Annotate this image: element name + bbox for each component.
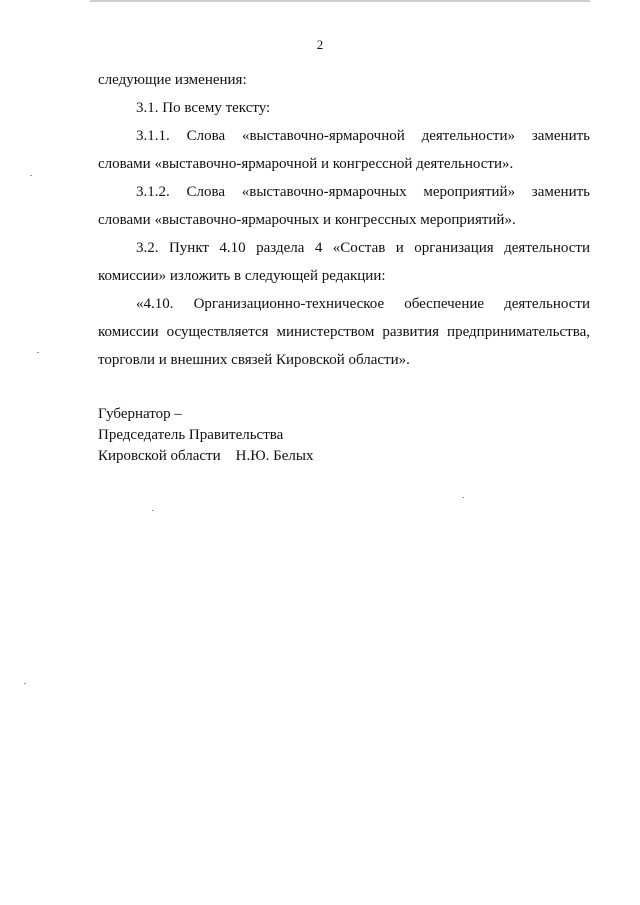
body-line: комиссии осуществляется министерством развития предпринимательства, bbox=[98, 324, 590, 340]
body-line: торговли и внешних связей Кировской области». bbox=[98, 352, 410, 368]
scan-speck bbox=[152, 510, 154, 511]
scan-speck bbox=[37, 352, 39, 353]
document-body bbox=[98, 66, 590, 374]
body-line: следующие изменения: bbox=[98, 72, 247, 88]
body-line: 3.2. Пункт 4.10 раздела 4 «Состав и организация деятельности bbox=[136, 240, 590, 256]
page-number: 2 bbox=[316, 37, 324, 52]
body-line: 3.1. По всему тексту: bbox=[136, 100, 271, 116]
signature-position: Председатель Правительства bbox=[98, 427, 284, 443]
scan-speck bbox=[462, 497, 464, 498]
signature-title: Губернатор – bbox=[98, 406, 182, 422]
body-line: 3.1.2. Слова «выставочно-ярмарочных мероприятий» заменить bbox=[136, 184, 590, 200]
body-line: словами «выставочно-ярмарочных и конгрессных мероприятий». bbox=[98, 212, 516, 228]
body-line: «4.10. Организационно-техническое обеспечение деятельности bbox=[136, 296, 590, 312]
scan-speck bbox=[24, 683, 26, 684]
body-line: 3.1.1. Слова «выставочно-ярмарочной деятельности» заменить bbox=[136, 128, 590, 144]
body-line: комиссии» изложить в следующей редакции: bbox=[98, 268, 386, 284]
signature-block bbox=[98, 404, 313, 467]
scan-top-edge bbox=[90, 0, 590, 2]
body-line: словами «выставочно-ярмарочной и конгрессной деятельности». bbox=[98, 156, 514, 172]
scan-speck bbox=[30, 175, 32, 176]
signature-name: Кировской области Н.Ю. Белых bbox=[98, 448, 314, 464]
